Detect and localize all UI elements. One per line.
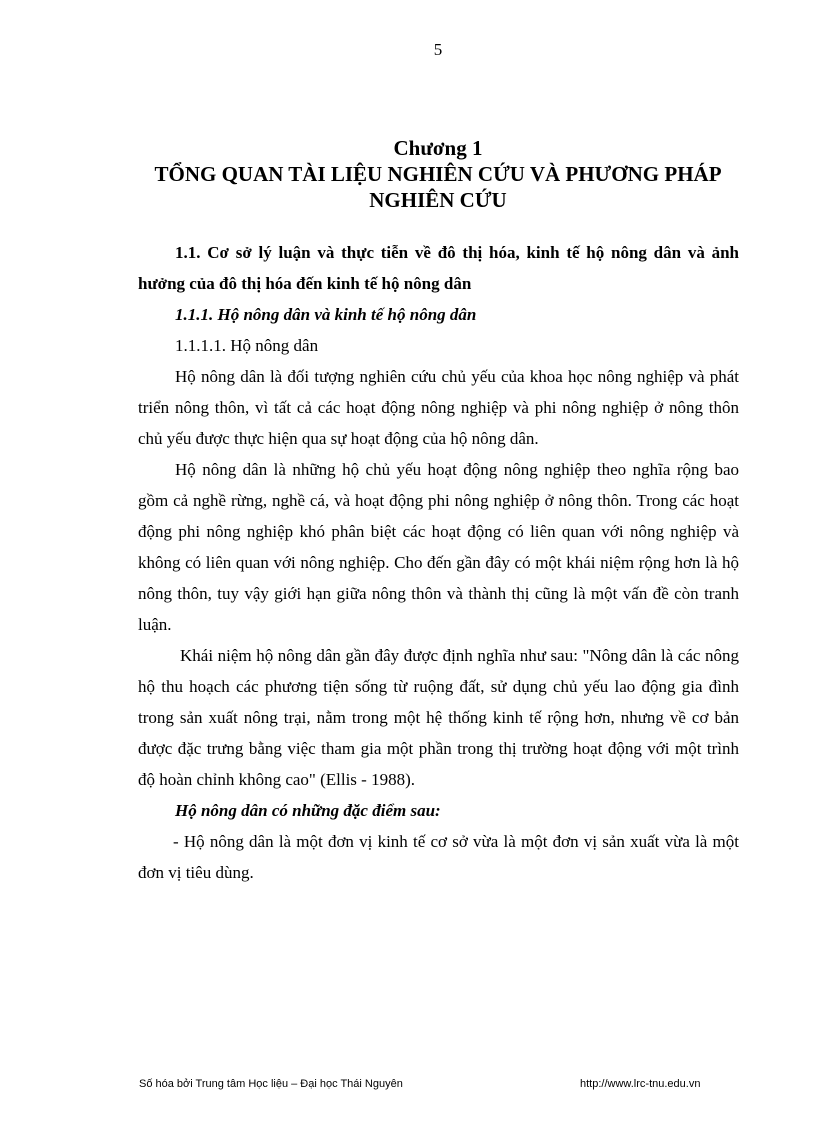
paragraph: Hộ nông dân là đối tượng nghiên cứu chủ yếu của khoa học nông nghiệp và phát triển nông thôn, vì tất cả các hoạt động nông nghiệp và phi nông nghiệp ở nông thôn chủ yếu được thực hiện qua sự hoạt động của hộ nông dân. (138, 367, 739, 448)
page-number: 5 (433, 40, 443, 59)
chapter-label: Chương 1 (393, 136, 483, 160)
characteristics-item: - Hộ nông dân là một đơn vị kinh tế cơ sở vừa là một đơn vị sản xuất vừa là một đơn vị tiêu dùng. (138, 832, 739, 882)
chapter-heading (100, 135, 776, 213)
paragraph: Khái niệm hộ nông dân gần đây được định nghĩa như sau: "Nông dân là các nông hộ thu hoạch các phương tiện sống từ ruộng đất, sử dụng chủ yếu lao động gia đình trong sản xuất nông trại, nằm trong một hệ thống kinh tế rộng hơn, nhưng về cơ bản được đặc trưng bằng việc tham gia một phần trong thị trường hoạt động với một trình độ hoàn chỉnh không cao" (Ellis - 1988). (138, 646, 739, 789)
body-text (138, 237, 739, 888)
subsection-heading: 1.1.1. Hộ nông dân và kinh tế hộ nông dân (175, 305, 477, 324)
subsubsection-heading: 1.1.1.1. Hộ nông dân (175, 336, 319, 355)
section-heading: 1.1. Cơ sở lý luận và thực tiễn về đô thị hóa, kinh tế hộ nông dân và ảnh hưởng của đô thị hóa đến kinh tế hộ nông dân (138, 243, 739, 293)
footer-source: Số hóa bởi Trung tâm Học liệu – Đại học Thái Nguyên (139, 1078, 403, 1090)
paragraph: Hộ nông dân là những hộ chủ yếu hoạt động nông nghiệp theo nghĩa rộng bao gồm cả nghề rừng, nghề cá, và hoạt động phi nông nghiệp ở nông thôn. Trong các hoạt động phi nông nghiệp khó phân biệt các hoạt động có liên quan với nông nghiệp và không có liên quan với nông nghiệp. Cho đến gần đây có một khái niệm rộng hơn là hộ nông thôn, tuy vậy giới hạn giữa nông thôn và thành thị cũng là một vấn đề còn tranh luận. (138, 460, 739, 634)
footer-url: http://www.lrc-tnu.edu.vn (580, 1078, 701, 1090)
chapter-title-line-2: NGHIÊN CỨU (369, 188, 507, 212)
chapter-title-line-1: TỔNG QUAN TÀI LIỆU NGHIÊN CỨU VÀ PHƯƠNG PHÁP (154, 162, 722, 186)
characteristics-heading: Hộ nông dân có những đặc điểm sau: (175, 801, 441, 820)
